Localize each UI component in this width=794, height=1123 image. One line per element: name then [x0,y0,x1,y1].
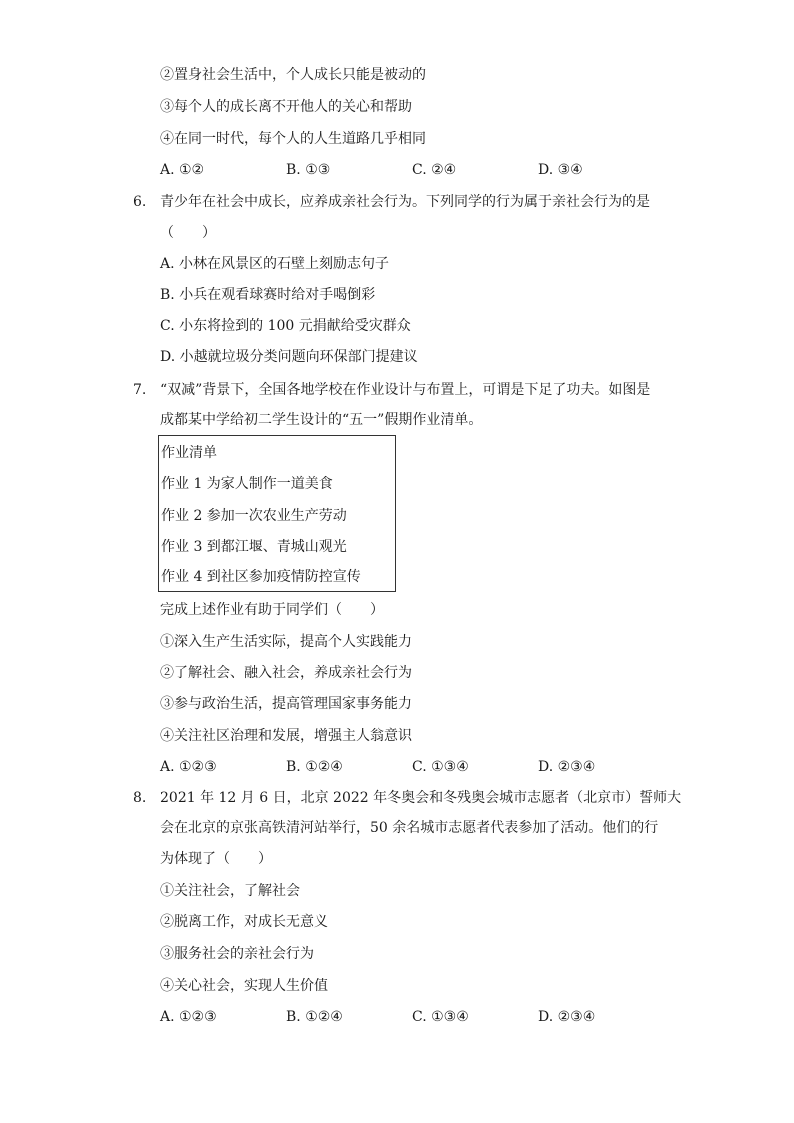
q8-statement: ②脱离工作，对成长无意义 [160,914,328,930]
q6-stem: （ ） [160,225,216,241]
q8-stem: 为体现了（ ） [160,851,272,867]
q7-option-d: D. ②③④ [538,759,596,775]
q5-statement: ④在同一时代，每个人的人生道路几乎相同 [160,131,426,147]
q7-option-b: B. ①②④ [286,759,343,775]
q7-statement: ②了解社会、融入社会，养成亲社会行为 [160,665,412,681]
homework-list-title: 作业清单 [161,445,217,461]
q8-option-d: D. ②③④ [538,1009,596,1025]
q5-option-b: B. ①③ [286,162,331,178]
q5-statement: ②置身社会生活中，个人成长只能是被动的 [160,67,426,83]
q5-option-a: A. ①② [160,162,205,178]
q7-option-a: A. ①②③ [160,759,217,775]
q8-statement: ④关心社会，实现人生价值 [160,978,328,994]
homework-item: 作业 3 到都江堰、青城山观光 [161,539,347,555]
q8-option-b: B. ①②④ [286,1009,343,1025]
q5-option-c: C. ②④ [412,162,457,178]
q7-stem: 成都某中学给初二学生设计的“五一”假期作业清单。 [160,412,483,428]
q8-stem: 会在北京的京张高铁清河站举行，50 余名城市志愿者代表参加了活动。他们的行 [160,820,659,836]
q8-stem: 2021 年 12 月 6 日，北京 2022 年冬奥会和冬残奥会城市志愿者（北京市）誓师大 [160,790,682,806]
q7-option-c: C. ①③④ [412,759,469,775]
q6-stem: 青少年在社会中成长，应养成亲社会行为。下列同学的行为属于亲社会行为的是 [160,194,650,210]
q5-option-d: D. ③④ [538,162,583,178]
q7-stem: “双减”背景下，全国各地学校在作业设计与布置上，可谓是下足了功夫。如图是 [160,382,651,398]
q8-statement: ①关注社会，了解社会 [160,883,300,899]
q6-option-a: A. 小林在风景区的石壁上刻励志句子 [160,256,390,272]
q5-statement: ③每个人的成长离不开他人的关心和帮助 [160,99,412,115]
q7-number: 7. [133,382,147,398]
q7-statement: ④关注社区治理和发展，增强主人翁意识 [160,728,412,744]
q7-question: 完成上述作业有助于同学们（ ） [160,602,384,618]
q7-statement: ①深入生产生活实际，提高个人实践能力 [160,634,412,650]
homework-item: 作业 1 为家人制作一道美食 [161,476,333,492]
q8-statement: ③服务社会的亲社会行为 [160,946,314,962]
homework-list-box [158,435,396,592]
homework-item: 作业 4 到社区参加疫情防控宣传 [161,569,361,585]
q6-option-c: C. 小东将捡到的 100 元捐献给受灾群众 [160,318,411,334]
q6-option-b: B. 小兵在观看球赛时给对手喝倒彩 [160,287,376,303]
q6-option-d: D. 小越就垃圾分类问题向环保部门提建议 [160,349,418,365]
q8-number: 8. [133,790,147,806]
q8-option-a: A. ①②③ [160,1009,217,1025]
q8-option-c: C. ①③④ [412,1009,469,1025]
q6-number: 6. [133,194,147,210]
q7-statement: ③参与政治生活，提高管理国家事务能力 [160,696,412,712]
homework-item: 作业 2 参加一次农业生产劳动 [161,508,347,524]
